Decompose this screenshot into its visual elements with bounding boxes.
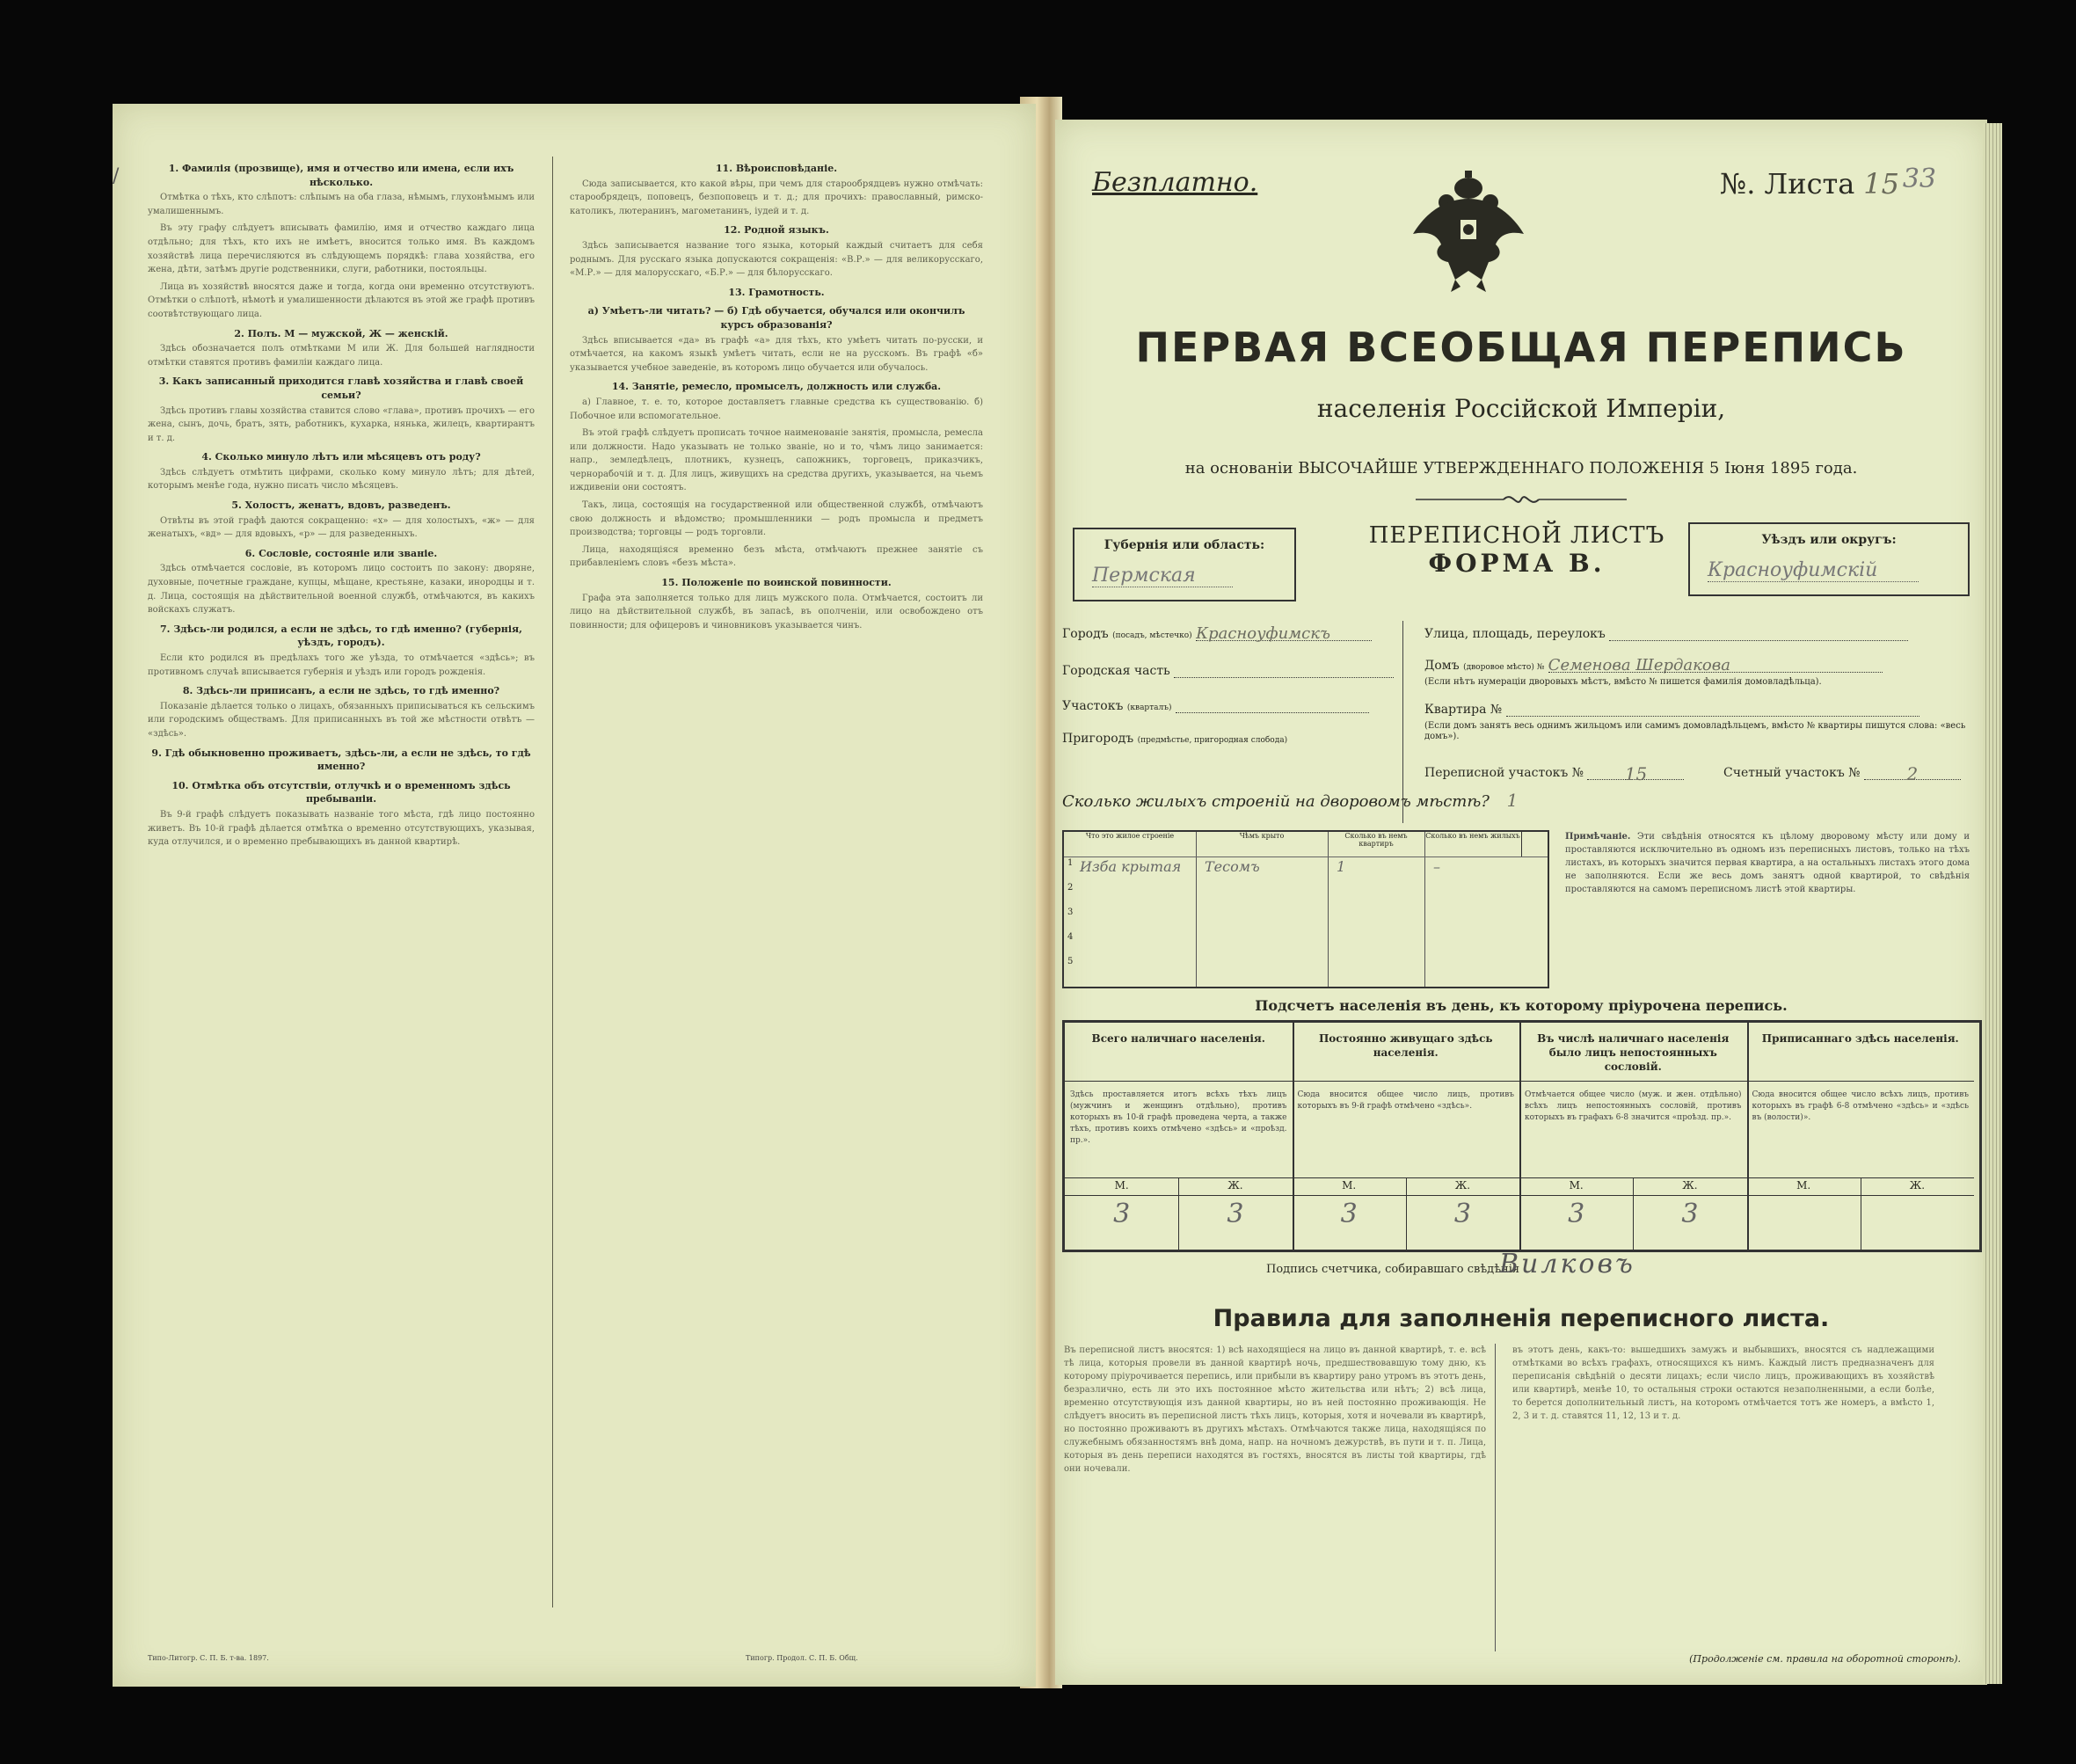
instruction-paragraph: а) Главное, т. е. то, которое доставляетъ главные средства къ существованію. б) Побочное или вспомогательное. [570,397,983,421]
left-page [113,104,1036,1687]
form-type-title: ПЕРЕПИСНОЙ ЛИСТЪ [1368,522,1665,549]
sheet-number-label: №. Листа [1719,167,1855,200]
houses-table-header: Сколько въ немъ жилыхъ [1424,832,1522,856]
sheet-number-value: 15 [1863,167,1899,200]
instruction-heading: 6. Сословіе, состояніе или званіе. [244,547,438,559]
note-text: Эти свѣдѣнія относятся къ цѣлому дворовому мѣсту или дому и проставляются исключительно въ одномъ изъ переписныхъ листовъ, только на тѣхъ листахъ, въ которыхъ значится первая квартира, а на остальныхъ листахъ этого дома не заполняются. Если же весь домъ занятъ одной квартирой, то свѣдѣнія проставляются на самомъ переписномъ листѣ этой квартиры. [1565,832,1970,894]
instruction-heading: 4. Сколько минуло лѣтъ или мѣсяцевъ отъ роду? [201,451,481,463]
city-label: Городъ [1062,627,1109,641]
count-table-column [1747,1023,1975,1250]
column-divider [552,157,553,1607]
precinct-hint: (кварталъ) [1126,703,1172,712]
count-column-description: Здѣсь проставляется итогъ всѣхъ тѣхъ лицъ (мужчинъ и женщинъ отдѣльно), противъ которыхъ въ 10-й графѣ проведена черта, а также тѣхъ, противъ коихъ отмѣчено «здѣсь» и «проѣзд. пр.». [1070,1090,1287,1145]
count-column-header: Въ числѣ наличнаго населенія было лицъ непостоянныхъ сословій. [1537,1032,1730,1073]
form-type-letter: ФОРМА В. [1428,549,1606,578]
house-hint: (дворовое мѣсто) № [1463,663,1545,672]
instruction-paragraph: Показаніе дѣлается только о лицахъ, обязанныхъ приписываться къ сельскимъ или городскимъ обществамъ. Для приписанныхъ въ той же мѣстности отвѣтъ — «здѣсь». [148,701,535,739]
instruction-heading: а) Умѣетъ-ли читать? — б) Гдѣ обучается, обучался или окончилъ курсъ образованія? [587,305,965,331]
count-column-description: Сюда вносится общее число лицъ, противъ которыхъ въ 9-й графѣ отмѣчено «здѣсь». [1297,1090,1514,1111]
district-box [1688,522,1970,596]
signature-label: Подпись счетчика, собиравшаго свѣдѣнія [1266,1263,1520,1276]
male-count: 3 [1568,1199,1585,1229]
houses-question-label: Сколько жилыхъ строеній на дворовомъ мѣстѣ? [1062,792,1490,811]
instruction-heading: 8. Здѣсь-ли приписанъ, а если не здѣсь, то гдѣ именно? [182,685,500,697]
census-precinct-label: Переписной участокъ № [1424,766,1584,780]
instruction-paragraph: Здѣсь слѣдуетъ отмѣтить цифрами, сколько кому минуло лѣтъ; для дѣтей, которымъ менѣе года, нужно писать число мѣсяцевъ. [148,467,535,492]
instruction-paragraph: Въ эту графу слѣдуетъ вписывать фамилію, имя и отчество каждаго лица отдѣльно; для тѣхъ, кто ихъ не имѣетъ, вносится только имя. Въ каждомъ хозяйствѣ лица перечисляются въ слѣдующемъ порядкѣ: глава хозяйства, его жена, дѣти, затѣмъ другіе родственники, слуги, работники, постояльцы. [148,223,535,275]
city-hint: (посадъ, мѣстечко) [1112,631,1192,640]
street-label: Улица, площадь, переулокъ [1424,627,1606,641]
city-value: Красноуфимскъ [1196,624,1372,641]
female-label: Ж. [1227,1179,1243,1192]
houses-table-cell: 1 [1067,858,1074,868]
precinct-label: Участокъ [1062,699,1124,713]
instruction-heading: 5. Холостъ, женатъ, вдовъ, разведенъ. [231,499,451,512]
city-field [1062,624,1372,641]
district-label: Уѣздъ или округъ: [1761,533,1897,547]
instruction-heading: 2. Полъ. М — мужской, Ж — женскій. [234,327,448,339]
instruction-paragraph: Такъ, лица, состоящія на государственной или общественной службѣ, отмѣчаютъ свою должность и вѣдомство; промышленники — родъ промысла и предметъ производства; торговцы — родъ торговли. [570,500,983,538]
rules-column-2: въ этотъ день, какъ-то: вышедшихъ замужъ и выбывшихъ, вносятся съ надлежащими отмѣтками во всѣхъ графахъ, относящихся къ нимъ. Каждый листъ предназначенъ для переписанія свѣдѣній о десяти лицахъ; если число лицъ, проживающихъ въ хозяйствѣ или квартирѣ, менѣе 10, то остальныя строки остаются незаполненными, а если болѣе, то берется дополнительный листъ, на которомъ отмѣчается тотъ же номеръ, а вмѣсто 1, 2, 3 и т. д. ставятся 11, 12, 13 и т. д. [1512,1345,1934,1421]
male-label: М. [1114,1179,1129,1192]
apartment-note: (Если домъ занятъ весь однимъ жильцомъ или самимъ домовладѣльцемъ, вмѣсто № квартиры пишутся слова: «весь домъ»). [1424,721,1966,741]
count-column-description: Отмѣчается общее число (муж. и жен. отдѣльно) всѣхъ лицъ непостоянныхъ сословій, противъ которыхъ въ графахъ 6-8 значится «проѣзд. пр.». [1525,1090,1742,1122]
instruction-heading: 14. Занятіе, ремесло, промыселъ, должность или служба. [611,381,942,393]
continuation-note: (Продолженіе см. правила на оборотной сторонѣ). [1689,1653,1961,1665]
houses-table-cell: 2 [1067,883,1074,893]
census-precinct-field [1424,763,1684,784]
rules-column-1: Въ переписной листъ вносятся: 1) всѣ находящіеся на лицо въ данной квартирѣ, т. е. всѣ тѣ лица, которыя провели въ данной квартирѣ ночь, предшествовавшую тому дню, къ которому пріурочивается перепись, или прибыли въ квартиру рано утромъ въ этотъ день, безразлично, есть ли это ихъ постоянное мѣсто жительства или нѣтъ; 2) всѣ лица, временно отсутствующія изъ данной квартиры, но въ ней постоянно проживающія. Не слѣдуетъ вносить въ переписной листъ тѣхъ лицъ, которыя, хотя и ночевали въ квартирѣ, но постоянно проживаютъ въ другихъ мѣстахъ. Отмѣчаются также лица, находящіяся по служебнымъ обязанностямъ внѣ дома, напр. на ночномъ дежурствѣ, въ пути и т. п. Лица, которыя въ день переписи находятся въ гостяхъ, вносятся въ листы той квартиры, гдѣ они ночевали. [1064,1345,1486,1474]
houses-note [1565,830,1970,896]
houses-table [1062,830,1549,988]
printer-imprint-right: Типогр. Продол. С. П. Б. Общ. [746,1654,858,1662]
decorative-flourish [1416,489,1627,510]
male-count: 3 [1340,1199,1358,1229]
female-count: 3 [1681,1199,1699,1229]
instruction-paragraph: Лица въ хозяйствѣ вносятся даже и тогда, когда они временно отсутствуютъ. Отмѣтки о слѣпотѣ, нѣмотѣ и умалишенности дѣлаются въ этой же графѣ противъ соотвѣтствующаго лица. [148,281,535,319]
precinct-field [1062,696,1369,713]
houses-table-cell: Изба крытая [1080,858,1182,875]
street-field [1424,624,1908,641]
province-label: Губернія или область: [1104,538,1265,552]
instruction-paragraph: Здѣсь записывается название того языка, который каждый считаетъ для себя роднымъ. Для русскаго языка допускаются сокращенія: «В.Р.» — для великорусскаго, «М.Р.» — для малорусскаго, «Б.Р.» — для бѣлорусскаго. [570,240,983,279]
count-column-header: Постоянно живущаго здѣсь населенія. [1318,1032,1493,1059]
free-label: Безплатно. [1092,167,1258,198]
houses-table-cell: 5 [1067,957,1074,966]
instruction-heading: 3. Какъ записанный приходится главѣ хозяйства и главѣ своей семьи? [158,375,524,401]
instructions-column-1 [148,157,535,1599]
city-part-label: Городская часть [1062,664,1170,678]
houses-table-cell: 1 [1337,858,1346,875]
female-label: Ж. [1682,1179,1698,1192]
legal-basis: на основаніи ВЫСОЧАЙШЕ УТВЕРЖДЕННАГО ПОЛОЖЕНІЯ 5 Іюня 1895 года. [1184,459,1858,477]
house-note: (Если нѣтъ нумераціи дворовыхъ мѣстъ, вмѣсто № пишется фамилія домовладѣльца). [1424,677,1822,687]
male-label: М. [1342,1179,1357,1192]
house-value: Семенова Шердакова [1548,656,1883,673]
form-subtitle: населенія Россійской Имперіи, [1316,394,1726,423]
instruction-heading: 12. Родной языкъ. [724,224,829,237]
header-boxes [1073,522,1970,610]
note-title: Примѣчаніе. [1565,832,1631,842]
form-title: ПЕРВАЯ ВСЕОБЩАЯ ПЕРЕПИСЬ [1135,324,1907,371]
city-part-line [1174,661,1394,678]
precinct-line [1176,696,1369,713]
instruction-paragraph: Сюда записывается, кто какой вѣры, при чемъ для старообрядцевъ нужно отмѣчать: старообрядецъ, поповецъ, безпоповецъ и т. д.; для прочихъ: православный, римско-католикъ, лютеранинъ, магометанинъ, іудей и т. д. [570,179,983,216]
city-part-field [1062,661,1394,678]
province-box [1073,528,1296,601]
instruction-paragraph: Здѣсь противъ главы хозяйства ставится слово «глава», противъ прочихъ — его жена, сынъ, дочь, братъ, зять, работникъ, кухарка, нянька, жилецъ, квартирантъ и т. д. [148,405,535,443]
instruction-paragraph: Если кто родился въ предѣлахъ того же уѣзда, то отмѣчается «здѣсь»; въ противномъ случаѣ вписывается губернія и уѣздъ или городъ рожденія. [148,653,535,677]
instruction-heading: 10. Отмѣтка объ отсутствіи, отлучкѣ и о временномъ здѣсь пребываніи. [171,779,511,805]
census-form-page [1055,120,1987,1685]
instruction-paragraph: Здѣсь обозначается полъ отмѣтками М или Ж. Для большей наглядности отмѣтки ставятся противъ фамиліи каждаго лица. [148,344,535,368]
instruction-heading: 1. Фамилія (прозвище), имя и отчество или имена, если ихъ нѣсколько. [168,163,514,188]
instruction-heading: 11. Вѣроисповѣданіе. [715,163,838,174]
form-type-heading [1319,522,1715,578]
page-edge-mark: / [113,165,120,187]
female-label: Ж. [1909,1179,1926,1192]
male-label: М. [1569,1179,1584,1192]
counting-precinct-value: 2 [1864,763,1961,780]
rules-divider [1495,1344,1496,1651]
instruction-paragraph: Отмѣтка о тѣхъ, кто слѣпотъ: слѣпымъ на оба глаза, нѣмымъ, глухонѣмымъ или умалишеннымъ. [148,193,535,216]
count-table-column [1293,1023,1522,1250]
count-table-column [1519,1023,1749,1250]
instruction-heading: 9. Гдѣ обыкновенно проживаетъ, здѣсь-ли, а если не здѣсь, то гдѣ именно? [151,747,531,773]
house-label: Домъ [1424,659,1460,673]
instruction-paragraph: Здѣсь отмѣчается сословіе, въ которомъ лицо состоитъ по закону: дворяне, духовные, почетные граждане, купцы, мѣщане, крестьяне, казаки, инородцы и т. д. Лица, состоящія на дѣйствительной военной службѣ, отмѣчаются, въ какихъ войскахъ служатъ. [148,564,535,616]
count-column-header: Приписаннаго здѣсь населенія. [1761,1032,1959,1045]
house-field [1424,656,1883,673]
instruction-heading: 15. Положеніе по воинской повинности. [661,577,892,589]
apartment-line [1506,700,1919,717]
suburb-field [1062,732,1287,746]
female-count: 3 [1453,1199,1471,1229]
instruction-heading: 7. Здѣсь-ли родился, а если не здѣсь, то гдѣ именно? (губернія, уѣздъ, городъ). [160,623,522,649]
instruction-paragraph: Отвѣты въ этой графѣ даются сокращенно: «х» — для холостыхъ, «ж» — для женатыхъ, «вд» — для вдовыхъ, «р» — для разведенныхъ. [148,515,535,540]
district-value: Красноуфимскій [1708,559,1919,582]
houses-table-header: Чѣмъ крыто [1196,832,1329,856]
houses-question-value: 1 [1506,790,1519,811]
sheet-number [1720,167,1899,200]
instruction-paragraph: Въ 9-й графѣ слѣдуетъ показывать названіе того мѣста, гдѣ лицо постоянно живетъ. Въ 10-й графѣ дѣлается отмѣтка о временно отсутствующихъ, указывая, куда отлучился, и о временно пребывающихъ въ данной квартирѣ. [148,809,535,848]
instruction-paragraph: Въ этой графѣ слѣдуетъ прописать точное наименованіе занятія, промысла, ремесла или должности. Надо указывать не только званіе, но и то, чѣмъ лицо занимается: напр., земледѣлецъ, плотникъ, кузнецъ, сапожникъ, торговецъ, приказчикъ, чернорабочій и т. д. Для лицъ, живущихъ на средства другихъ, указывается, на чьемъ иждивеніи они состоятъ. [570,428,983,493]
count-column-header: Всего наличнаго населенія. [1091,1032,1265,1045]
page-stack-edge [1983,123,2002,1684]
houses-table-header: Что это жилое строеніе [1064,832,1197,856]
counting-precinct-label: Счетный участокъ № [1723,766,1861,780]
count-header-rule [1747,1081,1975,1082]
table-header-rule [1064,856,1548,857]
houses-table-cell: – [1433,858,1440,875]
houses-table-cell: 3 [1067,908,1074,917]
printer-imprint-left: Типо-Литогр. С. П. Б. т-ва. 1897. [148,1654,269,1662]
counting-precinct-field [1723,763,1961,784]
pencil-number: 33 [1902,164,1936,194]
count-table-column [1065,1023,1294,1250]
count-header-rule [1293,1081,1520,1082]
apartment-field [1424,700,1919,717]
instructions-column-2 [570,157,983,1599]
male-label: М. [1796,1179,1811,1192]
suburb-hint: (предмѣстье, пригородная слобода) [1137,736,1288,745]
male-count: 3 [1113,1199,1131,1229]
province-value: Пермская [1092,565,1233,587]
instruction-paragraph: Графа эта заполняется только для лицъ мужского пола. Отмѣчается, состоитъ ли лицо на дѣйствительной службѣ, въ запасѣ, въ ополченіи, или освобождено отъ повинности; для офицеровъ и чиновниковъ указывается чинъ. [570,593,983,631]
rules-title: Правила для заполненія переписного листа. [1213,1305,1830,1332]
instruction-heading: 13. Грамотность. [728,286,825,298]
signature-value: Вилковъ [1499,1249,1635,1279]
female-count: 3 [1227,1199,1244,1229]
population-count-table [1062,1020,1982,1252]
instruction-paragraph: Лица, находящіяся временно безъ мѣста, отмѣчаютъ прежнее занятіе съ прибавленіемъ словъ «безъ мѣста». [570,544,983,569]
suburb-label: Пригородъ [1062,732,1134,746]
houses-table-cell: Тесомъ [1205,858,1260,875]
census-precinct-value: 15 [1587,763,1684,780]
female-label: Ж. [1454,1179,1471,1192]
houses-question [1062,790,1518,811]
houses-table-cell: 4 [1067,932,1074,942]
count-column-description: Сюда вносится общее число всѣхъ лицъ, противъ которыхъ въ графѣ 6-8 отмѣчено «здѣсь» и «здѣсь въ (волости)». [1752,1090,1969,1122]
street-line [1609,624,1908,641]
population-count-title: Подсчетъ населенія въ день, къ которому пріурочена перепись. [1255,997,1788,1014]
apartment-label: Квартира № [1424,703,1503,717]
houses-table-header: Сколько въ немъ квартиръ [1328,832,1425,856]
instruction-paragraph: Здѣсь вписывается «да» въ графѣ «а» для тѣхъ, кто умѣетъ читать по-русски, и отмѣчается, на какомъ языкѣ умѣетъ читать, если не на русскомъ. Въ графѣ «б» указывается учебное заведеніе, въ которомъ лицо обучается или обучалось. [570,335,983,373]
imperial-eagle-emblem [1402,164,1534,295]
count-header-rule [1065,1081,1293,1082]
count-header-rule [1519,1081,1747,1082]
